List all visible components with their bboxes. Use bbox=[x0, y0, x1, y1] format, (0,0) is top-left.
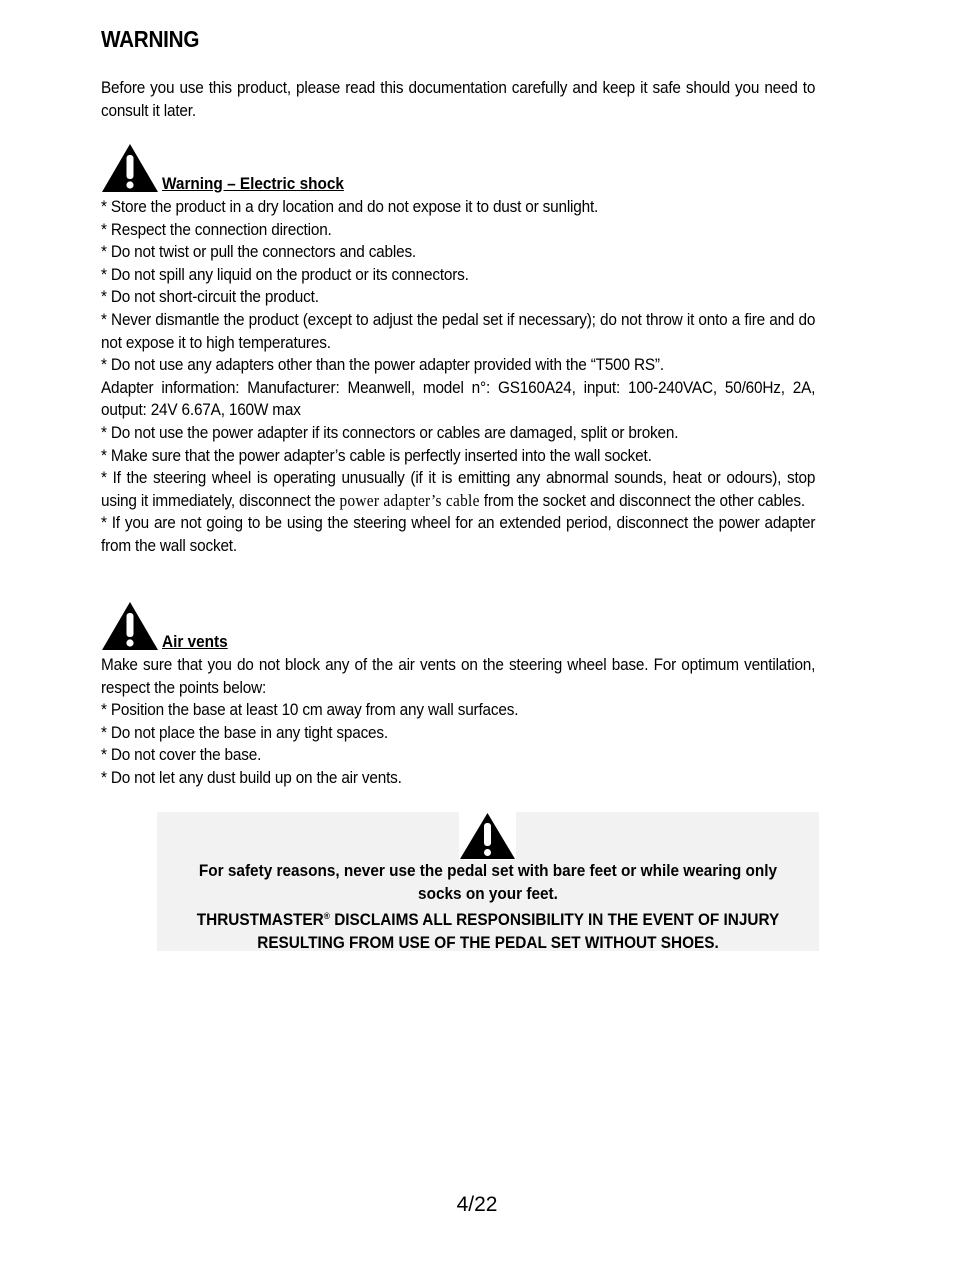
list-item: * Do not short-circuit the product. bbox=[101, 288, 319, 307]
air-vents-heading bbox=[101, 601, 233, 651]
list-item: * Do not place the base in any tight spaces. bbox=[101, 723, 388, 742]
electric-shock-heading bbox=[101, 143, 358, 193]
list-item: * Store the product in a dry location and do not expose it to dust or sunlight. bbox=[101, 198, 599, 216]
notice-line-1: For safety reasons, never use the pedal set with bare feet or while wearing only bbox=[198, 862, 778, 880]
page-number: 4/22 bbox=[456, 1193, 498, 1216]
list-item: * Do not use the power adapter if its connectors or cables are damaged, split or broken. bbox=[101, 423, 679, 442]
list-item: * Do not twist or pull the connectors and cables. bbox=[101, 243, 417, 262]
intro-text: Before you use this product, please read this documentation carefully and keep it safe should you need to consult it later. bbox=[101, 79, 816, 120]
notice-line-2: socks on your feet. bbox=[418, 884, 558, 903]
list-item: * Make sure that the power adapter’s cable is perfectly inserted into the wall socket. bbox=[101, 446, 652, 465]
adapter-info: Adapter information: Manufacturer: Meanwell, model n°: GS160A24, input: 100-240VAC, 50/60Hz, 2A, output: 24V 6.67A, 160W max bbox=[101, 378, 816, 420]
safety-notice bbox=[157, 812, 819, 951]
page-title: WARNING bbox=[101, 26, 200, 52]
notice-line-4: RESULTING FROM USE OF THE PEDAL SET WITHOUT SHOES. bbox=[257, 933, 719, 952]
notice-line-3 bbox=[180, 905, 796, 932]
unusual-text-a: * If the steering wheel is operating unusually (if it is emitting any abnormal sounds, heat or odours), stop using it immediately, disconnect the bbox=[101, 469, 816, 510]
list-item: * Do not spill any liquid on the product or its connectors. bbox=[101, 265, 469, 284]
list-item bbox=[101, 467, 815, 512]
notice-text bbox=[157, 860, 819, 954]
list-item: * If you are not going to be using the steering wheel for an extended period, disconnect the power adapter from the wall socket. bbox=[101, 514, 816, 555]
list-item: * Do not let any dust build up on the air vents. bbox=[101, 768, 402, 787]
list-item: * Do not cover the base. bbox=[101, 746, 262, 765]
list-item: * Respect the connection direction. bbox=[101, 220, 332, 239]
intro-paragraph bbox=[101, 77, 815, 122]
list-item: * Never dismantle the product (except to adjust the pedal set if necessary); do not throw it onto a fire and do not expose it to high temperatures. bbox=[101, 310, 816, 352]
list-item: * Do not use any adapters other than the power adapter provided with the “T500 RS”. bbox=[101, 356, 664, 375]
electric-shock-title: Warning – Electric shock bbox=[162, 175, 344, 193]
list-item: * Position the base at least 10 cm away from any wall surfaces. bbox=[101, 701, 519, 720]
unusual-text-c: from the socket and disconnect the other cables. bbox=[483, 491, 805, 510]
electric-shock-list bbox=[101, 196, 815, 558]
warning-triangle-icon bbox=[101, 601, 159, 651]
warning-triangle-icon bbox=[459, 812, 516, 860]
brand-name: THRUSTMASTER bbox=[196, 911, 324, 930]
notice-icon-box bbox=[459, 812, 516, 860]
air-vents-title: Air vents bbox=[162, 633, 228, 651]
registered-mark: ® bbox=[323, 911, 330, 922]
unusual-text-b: power adapter’s cable bbox=[339, 490, 480, 510]
disclaimer-text: DISCLAIMS ALL RESPONSIBILITY IN THE EVENT OF INJURY bbox=[329, 911, 780, 930]
air-vents-intro: Make sure that you do not block any of the air vents on the steering wheel base. For optimum ventilation, respect the points below: bbox=[101, 656, 816, 697]
air-vents-list bbox=[101, 654, 815, 790]
warning-triangle-icon bbox=[101, 143, 159, 193]
